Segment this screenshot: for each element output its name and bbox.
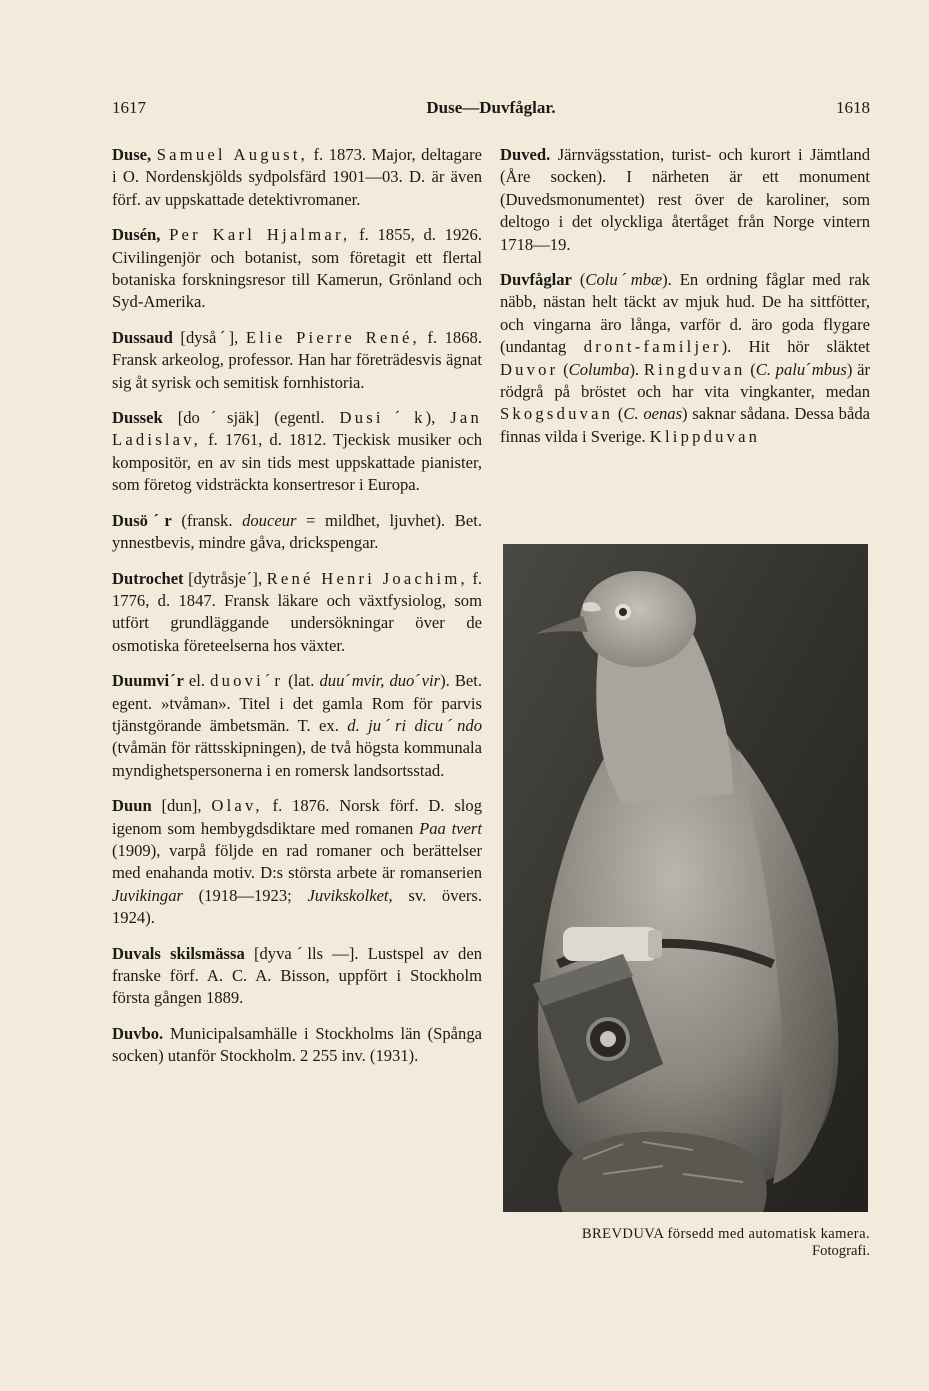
headword: Duun xyxy=(112,796,152,816)
entry-duved xyxy=(500,144,870,256)
entry-text: (fransk. xyxy=(171,510,243,530)
entry-text: f. 1873. Major, deltagare i O. Nordenskjölds sydpolsfärd 1901—03. D. är även förf. av uppskattade detektivromaner. xyxy=(112,145,482,209)
pigeon-photograph xyxy=(503,544,868,1212)
entry-text: f. 1855, d. 1926. Civilingenjör och botanist, som företagit ett flertal botaniska forskningsresor till Kamerun, Grönland och Syd-Amerika. xyxy=(112,225,482,312)
spaced-term: Klippduvan xyxy=(649,426,761,446)
person-name: Olav, xyxy=(211,796,263,816)
latin-term: Columba xyxy=(568,359,630,379)
pronunciation: [dysåˊ], xyxy=(172,327,246,347)
entry-text: ). Hit hör släktet xyxy=(721,337,870,357)
page-number-right: 1618 xyxy=(836,98,870,117)
page-number-left: 1617 xyxy=(112,98,146,117)
spaced-term: dront-familjer xyxy=(583,337,722,357)
foreign-term: duuˊmvir, duoˊvir xyxy=(319,671,441,691)
headword: Duved. xyxy=(500,145,551,164)
headword: Dusén, xyxy=(112,225,161,245)
caption-main: BREVDUVA försedd med automatisk kamera. xyxy=(581,1226,870,1242)
entry-dusen xyxy=(112,224,482,314)
headword: Dusöˊr xyxy=(112,510,172,530)
entry-duse xyxy=(112,144,482,211)
work-title: Paa tvert xyxy=(419,818,482,838)
entry-text: = mildhet, ljuvhet). Bet. ynnestbevis, mindre gåva, drickspengar. xyxy=(112,510,482,553)
latin-term: Coluˊmbæ xyxy=(585,270,663,290)
entry-text: (1918—1923; xyxy=(182,885,308,905)
running-title: Duse—Duvfåglar. xyxy=(426,98,556,117)
entry-text: ( xyxy=(558,359,569,379)
pronunciation: [dytråsjeˊ], xyxy=(183,568,267,588)
entry-text: ) är rödgrå på bröstet och har vita vingkanter, medan xyxy=(500,359,870,402)
work-title: Juvikingar xyxy=(112,885,183,905)
entry-dussaud xyxy=(112,327,482,394)
headword: Duse, xyxy=(112,145,152,164)
headword: Dutrochet xyxy=(112,568,184,588)
entry-text: el. xyxy=(183,671,211,691)
entry-text: ). En ordning fåglar med rak näbb, nästan helt täckt av mjuk hud. De ha sittfötter, och vingarna äro långa, varför d. äro goda flygare (undantag xyxy=(500,270,870,357)
entry-text: ). Bet. egent. »tvåman». Titel i det gamla Rom för parvis tjänstgörande ämbetsmän. T. ex. xyxy=(112,671,483,735)
headword: Duvals skilsmässa xyxy=(112,943,245,963)
person-name: Samuel August, xyxy=(156,145,308,164)
person-name: Jan Ladislav, xyxy=(112,408,482,450)
entry-duumvir xyxy=(112,670,482,782)
person-name: René Henri Joachim, xyxy=(266,568,468,588)
caption-sub: Fotografi. xyxy=(812,1243,870,1259)
entry-text: (1909), varpå följde en rad romaner och berättelser med enahanda motiv. D:s största arbete är romanserien xyxy=(112,840,482,883)
variant-term: duoviˊr xyxy=(210,671,284,691)
pronunciation: [dun], xyxy=(151,796,212,816)
entry-duvbo xyxy=(112,1023,482,1068)
headword: Duvfåglar xyxy=(500,270,572,290)
entry-text: ). xyxy=(629,359,644,379)
entry-text: [dyvaˊlls —]. Lustspel av den franske förf. A. C. A. Bisson, uppfört i Stockholm första gången 1889. xyxy=(112,943,482,1008)
foreign-term: douceur xyxy=(242,510,297,530)
entry-duvals xyxy=(112,943,482,1010)
entry-dussek xyxy=(112,407,482,497)
person-name: Per Karl Hjalmar, xyxy=(169,225,351,245)
entry-text: f. 1761, d. 1812. Tjeckisk musiker och kompositör, en av sin tids mest uppskattade pianister, som företog vidsträckta konsertresor i Europa. xyxy=(112,430,482,495)
entry-text: ) saknar sådana. Dessa båda finnas vilda i Sverige. xyxy=(500,404,870,446)
headword: Duumviˊr xyxy=(112,671,184,691)
pigeon-with-camera-image xyxy=(503,544,868,1212)
latin-term: C. oenas xyxy=(623,404,683,424)
entry-text: (tvåmän för rättsskipningen), de två högsta kommunala myndighetspersonerna i en romersk landsortsstad. xyxy=(112,738,482,780)
right-column xyxy=(500,144,870,461)
page-header xyxy=(112,98,870,124)
headword: Dussaud xyxy=(112,327,173,347)
pronunciation: [doˊsjäk] (egentl. xyxy=(162,408,340,428)
foreign-term: d. juˊri dicuˊndo xyxy=(347,715,482,735)
spaced-term: Duvor xyxy=(500,359,559,379)
entry-text: , sv. övers. 1924). xyxy=(112,885,482,928)
left-column xyxy=(112,144,482,1081)
entry-text: f. 1868. Fransk arkeolog, professor. Han har företrädesvis ägnat sig åt syrisk och semitisk fornhistoria. xyxy=(112,327,482,392)
figure-caption xyxy=(500,1226,870,1260)
spaced-term: Ringduvan xyxy=(643,359,746,379)
latin-term: C. paluˊmbus xyxy=(755,359,847,379)
entry-duvfaglar xyxy=(500,269,870,448)
entry-text: f. 1876. Norsk förf. D. slog igenom som hembygdsdiktare med romanen xyxy=(112,796,483,838)
entry-text: ( xyxy=(613,404,624,424)
entry-text: f. 1776, d. 1847. Fransk läkare och växtfysiolog, som utfört grundläggande undersökningar över de osmotiska företeelserna hos växter. xyxy=(112,568,483,655)
entry-text: Municipalsamhälle i Stockholms län (Spånga socken) utanför Stockholm. 2 255 inv. (1931). xyxy=(112,1023,482,1066)
entry-text: ), xyxy=(425,408,451,428)
entry-duun xyxy=(112,795,482,929)
work-title: Juvikskolket xyxy=(307,885,389,905)
headword: Duvbo. xyxy=(112,1023,164,1043)
person-name: Dusiˊk xyxy=(339,408,426,428)
entry-text: Järnvägsstation, turist- och kurort i Jämtland (Åre socken). I närheten är ett monument (Duvedsmonumentet) rest över de karoliner, som deltogo i det olyckliga återtåget från Norge vintern 1718—19. xyxy=(500,145,870,254)
entry-text: (lat. xyxy=(283,671,320,691)
entry-dutrochet xyxy=(112,568,482,658)
person-name: Elie Pierre René, xyxy=(245,327,420,347)
spaced-term: Skogsduvan xyxy=(500,404,614,424)
entry-text: ( xyxy=(745,359,756,379)
entry-text: ( xyxy=(571,270,586,290)
headword: Dussek xyxy=(112,408,163,428)
entry-dusor xyxy=(112,510,482,555)
